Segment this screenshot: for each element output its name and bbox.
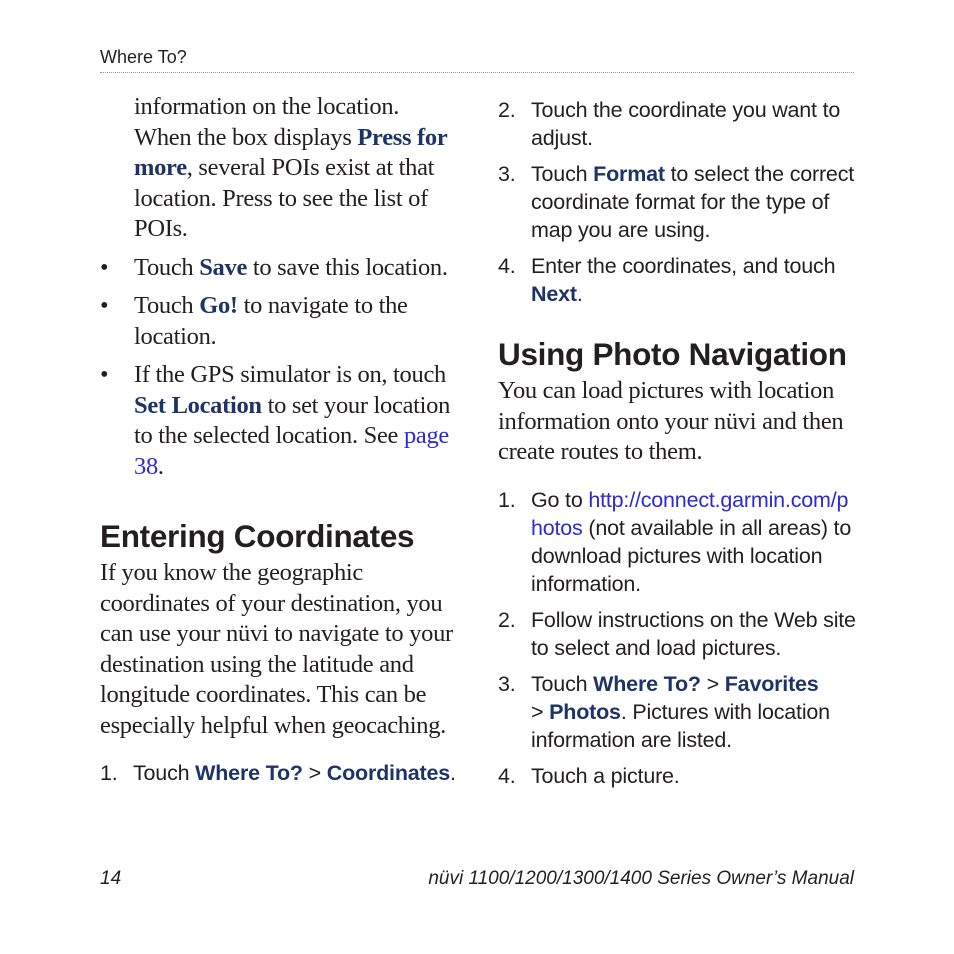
- header-divider: [100, 72, 854, 73]
- step-text: Touch: [531, 162, 594, 186]
- bullet-go: [100, 291, 460, 352]
- bullet-mark: •: [100, 253, 109, 281]
- bullet-text: If the GPS simulator is on, touch: [134, 361, 446, 388]
- photos-term: Photos: [549, 699, 621, 724]
- running-header: Where To?: [100, 47, 187, 67]
- format-term: Format: [593, 162, 665, 186]
- press-for-more-term: Press for more: [134, 123, 447, 181]
- step-text: (not available in all areas) to download pictures with location information.: [531, 515, 852, 596]
- step-text: Touch a picture.: [531, 763, 680, 788]
- intro-paragraph: [100, 92, 460, 245]
- bullet-text: .: [157, 452, 164, 480]
- step-number: 1.: [498, 487, 516, 512]
- next-term: Next: [531, 282, 577, 306]
- section-heading-entering-coordinates: Entering Coordinates: [100, 518, 415, 554]
- bullet-text: to save this location.: [247, 253, 448, 281]
- coord-step-1: [100, 759, 460, 787]
- step-number: 3.: [498, 162, 516, 186]
- coord-step-2: [498, 96, 858, 152]
- step-number: 2.: [498, 98, 516, 122]
- right-column: [498, 92, 858, 790]
- coordinates-paragraph: If you know the geographic coordinates of your destination, you can use your nüvi to navigate to your destination using the latitude and longitude coordinates. This can be especially helpful when geocaching.: [100, 559, 453, 739]
- page-38-link[interactable]: page 38: [134, 422, 449, 480]
- step-text: Enter the coordinates, and touch: [531, 254, 836, 278]
- coordinates-term: Coordinates: [326, 761, 450, 785]
- bullet-text: to navigate to the location.: [134, 292, 408, 350]
- step-number: 2.: [498, 607, 516, 632]
- step-text: Go to: [531, 487, 589, 512]
- garmin-photos-link[interactable]: http://connect.garmin.com/photos: [531, 487, 849, 540]
- step-text: .: [449, 761, 456, 785]
- bullet-text: Touch: [134, 253, 200, 281]
- coord-step-3: [498, 160, 858, 244]
- intro-text-1: information on the location. When the box displays: [134, 93, 400, 151]
- photo-paragraph: You can load pictures with location information onto your nüvi and then create routes to them.: [498, 377, 844, 465]
- photo-step-2: [498, 606, 858, 662]
- manual-title: nüvi 1100/1200/1300/1400 Series Owner’s Manual: [428, 868, 854, 889]
- left-column: [100, 92, 460, 787]
- bullet-mark: •: [100, 292, 109, 319]
- step-text: . Pictures with location information are listed.: [531, 699, 830, 752]
- step-text: Touch: [531, 671, 594, 696]
- step-number: 4.: [498, 763, 516, 788]
- coord-step-4: [498, 252, 858, 308]
- step-text: to select the correct coordinate format for the type of map you are using.: [531, 162, 855, 242]
- photo-step-4: [498, 762, 858, 790]
- bullet-save: [100, 253, 460, 284]
- photo-step-1: [498, 486, 858, 598]
- step-text: Follow instructions on the Web site to select and load pictures.: [531, 607, 856, 660]
- step-text: Touch: [133, 761, 196, 785]
- intro-text-2: , several POIs exist at that location. Press to see the list of POIs.: [134, 154, 435, 242]
- where-to-term: Where To?: [195, 761, 303, 785]
- go-term: Go!: [199, 292, 238, 319]
- step-number: 1.: [100, 761, 118, 785]
- step-separator: >: [531, 699, 550, 724]
- set-location-term: Set Location: [134, 391, 262, 419]
- where-to-term: Where To?: [593, 671, 701, 696]
- step-text: .: [576, 282, 583, 306]
- page-number: 14: [100, 868, 122, 889]
- step-number: 3.: [498, 671, 516, 696]
- bullet-text: Touch: [134, 292, 200, 319]
- bullet-mark: •: [100, 361, 109, 388]
- step-separator: >: [700, 671, 725, 696]
- bullet-set-location: [100, 360, 460, 482]
- favorites-term: Favorites: [724, 671, 819, 696]
- step-text: Touch the coordinate you want to adjust.: [531, 98, 841, 150]
- bullet-text: to set your location to the selected location. See: [134, 391, 451, 449]
- step-number: 4.: [498, 254, 516, 278]
- section-heading-photo-navigation: Using Photo Navigation: [498, 336, 847, 372]
- step-separator: >: [302, 761, 327, 785]
- save-term: Save: [199, 253, 248, 281]
- photo-step-3: [498, 670, 858, 754]
